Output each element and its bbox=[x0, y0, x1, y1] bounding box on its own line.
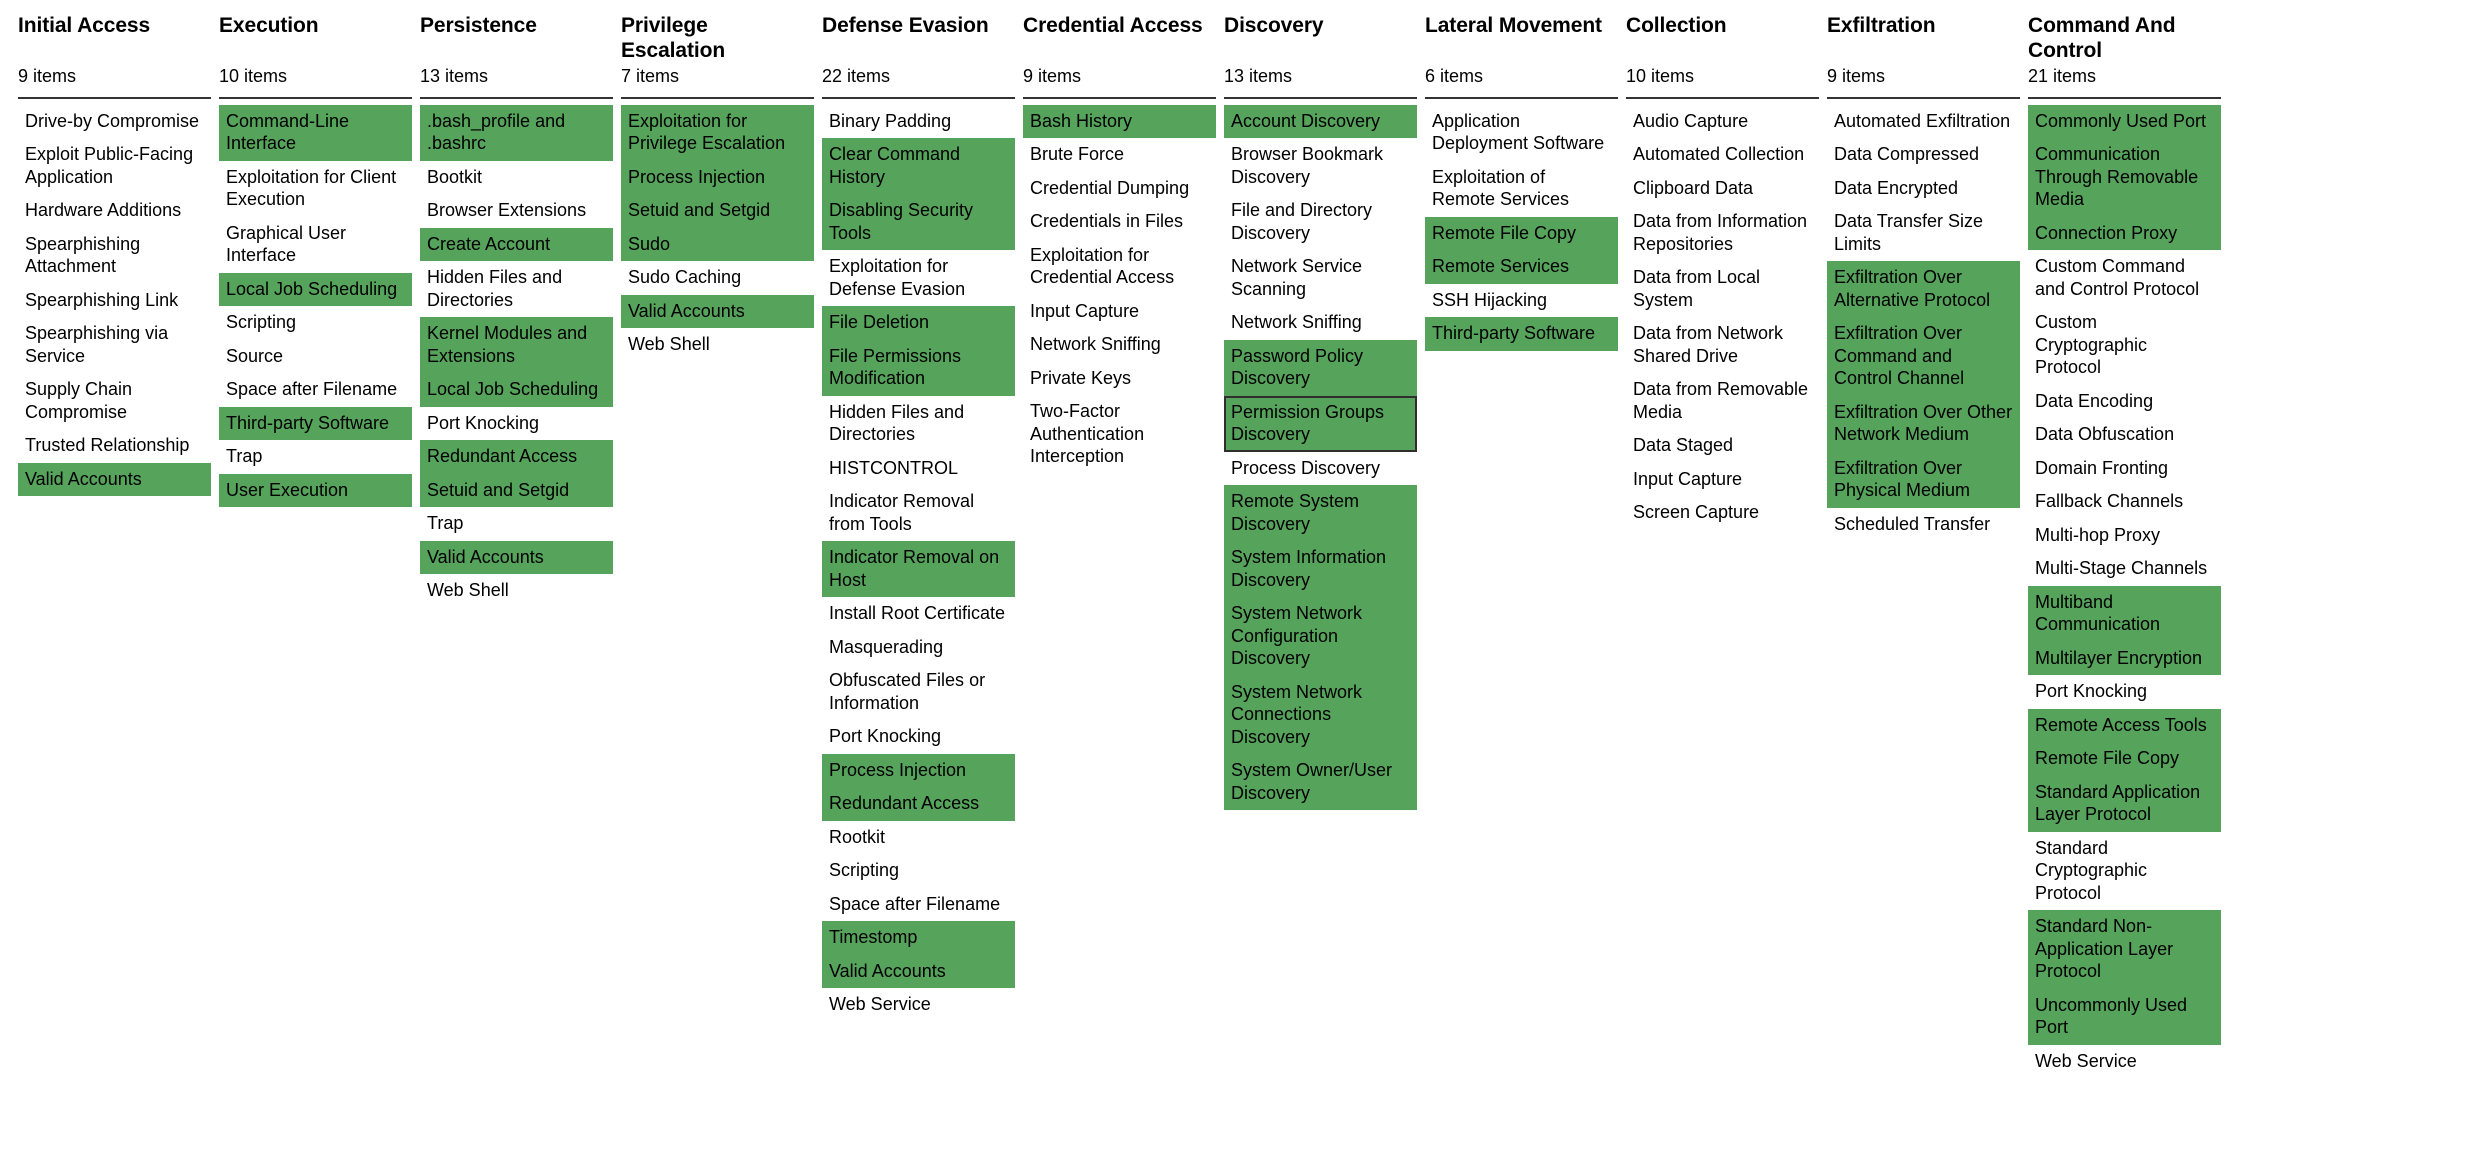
technique-cell[interactable]: Setuid and Setgid bbox=[621, 194, 814, 228]
technique-cell[interactable]: Remote Access Tools bbox=[2028, 709, 2221, 743]
technique-cell[interactable]: Bash History bbox=[1023, 105, 1216, 139]
technique-cell[interactable]: Exploitation for Client Execution bbox=[226, 166, 397, 210]
technique-cell[interactable]: Trusted Relationship bbox=[25, 435, 190, 456]
technique-cell[interactable]: Masquerading bbox=[829, 636, 944, 657]
technique-cell[interactable]: Exfiltration Over Other Network Medium bbox=[1827, 396, 2020, 452]
technique-cell[interactable]: Permission Groups Discovery bbox=[1224, 396, 1417, 452]
technique-cell[interactable]: Exploitation for Defense Evasion bbox=[829, 256, 966, 299]
column-divider bbox=[219, 97, 412, 99]
technique-cell[interactable]: Local Job Scheduling bbox=[219, 273, 412, 307]
technique-cell[interactable]: Private Keys bbox=[1030, 367, 1132, 388]
technique-cell[interactable]: Third-party Software bbox=[1425, 317, 1618, 351]
technique-cell[interactable]: Data from Network Shared Drive bbox=[1633, 323, 1784, 366]
technique-cell[interactable]: Bootkit bbox=[427, 166, 483, 187]
column-divider bbox=[621, 97, 814, 99]
technique-cell[interactable]: Data Staged bbox=[1633, 435, 1734, 456]
technique-cell[interactable]: Scheduled Transfer bbox=[1834, 513, 1991, 534]
technique-cell[interactable]: Automated Exfiltration bbox=[1834, 110, 2011, 131]
tactic-column bbox=[1827, 14, 2028, 541]
column-divider bbox=[1626, 97, 1819, 99]
tactic-header[interactable]: Exfiltration bbox=[1827, 14, 1936, 37]
tactic-header[interactable]: Persistence bbox=[420, 14, 537, 37]
technique-cell[interactable]: Web Service bbox=[829, 994, 931, 1015]
technique-cell[interactable]: Process Discovery bbox=[1231, 457, 1381, 478]
technique-cell[interactable]: Multi-Stage Channels bbox=[2035, 558, 2208, 579]
technique-cell[interactable]: Credential Dumping bbox=[1030, 177, 1190, 198]
technique-cell[interactable]: Create Account bbox=[420, 228, 613, 262]
tactic-column bbox=[1425, 14, 1626, 351]
technique-cell[interactable]: Browser Bookmark Discovery bbox=[1231, 144, 1384, 187]
technique-cell[interactable]: Command-Line Interface bbox=[219, 105, 412, 161]
technique-cell[interactable]: Hidden Files and Directories bbox=[829, 401, 965, 445]
technique-cell[interactable]: Indicator Removal from Tools bbox=[829, 491, 975, 534]
technique-cell[interactable]: Browser Extensions bbox=[427, 200, 587, 221]
technique-cell[interactable]: Scripting bbox=[226, 312, 297, 333]
technique-list bbox=[2028, 105, 2221, 1079]
tactic-column bbox=[18, 14, 219, 496]
technique-list bbox=[621, 105, 814, 362]
technique-cell[interactable]: Custom Command and Control Protocol bbox=[2035, 256, 2200, 299]
technique-cell[interactable]: Application Deployment Software bbox=[1432, 110, 1605, 154]
technique-cell[interactable]: Web Shell bbox=[628, 334, 710, 355]
tactic-column bbox=[420, 14, 621, 608]
technique-cell[interactable]: File and Directory Discovery bbox=[1231, 200, 1373, 243]
column-divider bbox=[420, 97, 613, 99]
technique-cell[interactable]: Redundant Access bbox=[420, 440, 613, 474]
technique-cell[interactable]: Exploit Public-Facing Application bbox=[25, 144, 194, 187]
technique-list bbox=[1626, 105, 1819, 530]
column-divider bbox=[18, 97, 211, 99]
technique-cell[interactable]: Standard Cryptographic Protocol bbox=[2035, 837, 2148, 903]
technique-cell[interactable]: Third-party Software bbox=[219, 407, 412, 441]
technique-cell[interactable]: Rootkit bbox=[829, 826, 886, 847]
technique-cell[interactable]: Binary Padding bbox=[829, 110, 952, 131]
technique-cell[interactable]: Fallback Channels bbox=[2035, 491, 2184, 512]
technique-cell[interactable]: Trap bbox=[427, 513, 464, 534]
tactic-header[interactable]: Execution bbox=[219, 14, 319, 37]
technique-cell[interactable]: Remote Services bbox=[1425, 250, 1618, 284]
tactic-item-count: 13 items bbox=[1224, 66, 1293, 86]
technique-cell[interactable]: Domain Fronting bbox=[2035, 457, 2169, 478]
technique-cell[interactable]: Trap bbox=[226, 446, 263, 467]
technique-cell[interactable]: Port Knocking bbox=[2035, 681, 2148, 702]
technique-cell[interactable]: File Deletion bbox=[822, 306, 1015, 340]
technique-cell[interactable]: Supply Chain Compromise bbox=[25, 379, 133, 422]
technique-cell[interactable]: System Network Configuration Discovery bbox=[1224, 597, 1417, 676]
technique-cell[interactable]: Remote File Copy bbox=[2028, 742, 2221, 776]
technique-cell[interactable]: Remote File Copy bbox=[1425, 217, 1618, 251]
technique-list bbox=[1425, 105, 1618, 351]
technique-cell[interactable]: Space after Filename bbox=[829, 893, 1001, 914]
technique-cell[interactable]: Standard Application Layer Protocol bbox=[2028, 776, 2221, 832]
column-divider bbox=[1224, 97, 1417, 99]
technique-cell[interactable]: Port Knocking bbox=[427, 412, 540, 433]
technique-cell[interactable]: Password Policy Discovery bbox=[1224, 340, 1417, 396]
technique-cell[interactable]: Data from Information Repositories bbox=[1633, 211, 1808, 254]
tactic-item-count: 9 items bbox=[1023, 66, 1082, 86]
technique-cell[interactable]: Data from Local System bbox=[1633, 267, 1761, 310]
technique-cell[interactable]: System Information Discovery bbox=[1224, 541, 1417, 597]
technique-cell[interactable]: Redundant Access bbox=[822, 787, 1015, 821]
tactic-item-count: 10 items bbox=[1626, 66, 1695, 86]
technique-list bbox=[822, 105, 1015, 1022]
tactic-header[interactable]: Collection bbox=[1626, 14, 1727, 37]
tactic-column bbox=[1224, 14, 1425, 810]
tactic-item-count: 13 items bbox=[420, 66, 489, 86]
technique-cell[interactable]: Spearphishing Link bbox=[25, 289, 179, 310]
tactic-item-count: 9 items bbox=[18, 66, 77, 86]
technique-cell[interactable]: Standard Non-Application Layer Protocol bbox=[2028, 910, 2221, 989]
technique-cell[interactable]: Exfiltration Over Command and Control Channel bbox=[1827, 317, 2020, 396]
technique-cell[interactable]: Sudo bbox=[621, 228, 814, 262]
technique-cell[interactable]: Valid Accounts bbox=[18, 463, 211, 497]
technique-cell[interactable]: Exfiltration Over Alternative Protocol bbox=[1827, 261, 2020, 317]
technique-cell[interactable]: Account Discovery bbox=[1224, 105, 1417, 139]
technique-cell[interactable]: Indicator Removal on Host bbox=[822, 541, 1015, 597]
column-divider bbox=[822, 97, 1015, 99]
technique-cell[interactable]: Clear Command History bbox=[822, 138, 1015, 194]
technique-cell[interactable]: File Permissions Modification bbox=[822, 340, 1015, 396]
technique-cell[interactable]: Multiband Communication bbox=[2028, 586, 2221, 642]
technique-cell[interactable]: Data Encrypted bbox=[1834, 177, 1959, 198]
technique-cell[interactable]: Data Encoding bbox=[2035, 390, 2154, 411]
technique-cell[interactable]: Automated Collection bbox=[1633, 144, 1805, 165]
technique-cell[interactable]: Input Capture bbox=[1030, 300, 1140, 321]
technique-cell[interactable]: Scripting bbox=[829, 860, 900, 881]
technique-cell[interactable]: Port Knocking bbox=[829, 726, 942, 747]
technique-cell[interactable]: Process Injection bbox=[621, 161, 814, 195]
technique-cell[interactable]: Uncommonly Used Port bbox=[2028, 989, 2221, 1045]
technique-cell[interactable]: Data from Removable Media bbox=[1633, 379, 1809, 422]
technique-cell[interactable]: Valid Accounts bbox=[822, 955, 1015, 989]
technique-cell[interactable]: Process Injection bbox=[822, 754, 1015, 788]
tactic-item-count: 21 items bbox=[2028, 66, 2097, 86]
technique-cell[interactable]: Custom Cryptographic Protocol bbox=[2035, 312, 2148, 378]
technique-cell[interactable]: Data Compressed bbox=[1834, 144, 1980, 165]
technique-cell[interactable]: Network Sniffing bbox=[1030, 334, 1161, 355]
technique-cell[interactable]: .bash_profile and .bashrc bbox=[420, 105, 613, 161]
technique-cell[interactable]: Kernel Modules and Extensions bbox=[420, 317, 613, 373]
tactic-column bbox=[1023, 14, 1224, 474]
technique-cell[interactable]: Valid Accounts bbox=[621, 295, 814, 329]
technique-cell[interactable]: Two-Factor Authentication Interception bbox=[1030, 401, 1145, 467]
technique-cell[interactable]: Multilayer Encryption bbox=[2028, 642, 2221, 676]
technique-list bbox=[1827, 105, 2020, 542]
column-divider bbox=[2028, 97, 2221, 99]
technique-cell[interactable]: Clipboard Data bbox=[1633, 177, 1754, 198]
tactic-header[interactable]: Discovery bbox=[1224, 14, 1324, 37]
technique-cell[interactable]: Multi-hop Proxy bbox=[2035, 524, 2161, 545]
technique-cell[interactable]: Exfiltration Over Physical Medium bbox=[1827, 452, 2020, 508]
technique-cell[interactable]: Data Obfuscation bbox=[2035, 424, 2175, 445]
tactic-column bbox=[219, 14, 420, 507]
tactic-header[interactable]: Privilege Escalation bbox=[621, 14, 726, 62]
tactic-column bbox=[1626, 14, 1827, 530]
tactic-header[interactable]: Defense Evasion bbox=[822, 14, 989, 37]
technique-list bbox=[219, 105, 412, 508]
technique-cell[interactable]: Space after Filename bbox=[226, 379, 398, 400]
tactic-header[interactable]: Initial Access bbox=[18, 14, 151, 37]
technique-cell[interactable]: Communication Through Removable Media bbox=[2028, 138, 2221, 217]
technique-cell[interactable]: Exploitation of Remote Services bbox=[1432, 166, 1570, 210]
technique-cell[interactable]: Commonly Used Port bbox=[2028, 105, 2221, 139]
tactic-column bbox=[2028, 14, 2229, 1078]
technique-cell[interactable]: Remote System Discovery bbox=[1224, 485, 1417, 541]
technique-cell[interactable]: Exploitation for Credential Access bbox=[1030, 244, 1175, 288]
technique-cell[interactable]: Web Shell bbox=[427, 580, 509, 601]
column-divider bbox=[1425, 97, 1618, 99]
technique-cell[interactable]: Exploitation for Privilege Escalation bbox=[621, 105, 814, 161]
tactic-item-count: 9 items bbox=[1827, 66, 1886, 86]
technique-cell[interactable]: Network Sniffing bbox=[1231, 312, 1362, 333]
technique-cell[interactable]: Disabling Security Tools bbox=[822, 194, 1015, 250]
technique-cell[interactable]: Connection Proxy bbox=[2028, 217, 2221, 251]
technique-cell[interactable]: Audio Capture bbox=[1633, 110, 1749, 131]
technique-cell[interactable]: Valid Accounts bbox=[420, 541, 613, 575]
technique-cell[interactable]: Local Job Scheduling bbox=[420, 373, 613, 407]
technique-cell[interactable]: Sudo Caching bbox=[628, 267, 742, 288]
technique-cell[interactable]: Source bbox=[226, 345, 284, 366]
technique-list bbox=[1224, 105, 1417, 811]
technique-cell[interactable]: Hidden Files and Directories bbox=[427, 267, 563, 310]
technique-list bbox=[18, 105, 211, 497]
technique-cell[interactable]: Screen Capture bbox=[1633, 502, 1760, 523]
tactic-header[interactable]: Credential Access bbox=[1023, 14, 1203, 37]
tactic-item-count: 7 items bbox=[621, 66, 680, 86]
tactic-header[interactable]: Lateral Movement bbox=[1425, 14, 1602, 37]
technique-cell[interactable]: Brute Force bbox=[1030, 144, 1125, 165]
technique-cell[interactable]: Credentials in Files bbox=[1030, 211, 1184, 232]
column-divider bbox=[1827, 97, 2020, 99]
technique-cell[interactable]: User Execution bbox=[219, 474, 412, 508]
technique-cell[interactable]: Data Transfer Size Limits bbox=[1834, 211, 1984, 254]
technique-cell[interactable]: Setuid and Setgid bbox=[420, 474, 613, 508]
technique-cell[interactable]: Hardware Additions bbox=[25, 200, 182, 221]
technique-cell[interactable]: Install Root Certificate bbox=[829, 603, 1006, 624]
technique-cell[interactable]: Drive-by Compromise bbox=[25, 110, 200, 131]
technique-cell[interactable]: System Network Connections Discovery bbox=[1224, 676, 1417, 755]
technique-cell[interactable]: HISTCONTROL bbox=[829, 457, 959, 478]
technique-cell[interactable]: Timestomp bbox=[822, 921, 1015, 955]
tactic-item-count: 22 items bbox=[822, 66, 891, 86]
technique-list bbox=[1023, 105, 1216, 474]
technique-cell[interactable]: Network Service Scanning bbox=[1231, 256, 1363, 299]
tactic-item-count: 10 items bbox=[219, 66, 288, 86]
technique-cell[interactable]: Spearphishing via Service bbox=[25, 323, 169, 366]
technique-cell[interactable]: Input Capture bbox=[1633, 468, 1743, 489]
matrix-columns bbox=[0, 14, 2484, 1078]
technique-cell[interactable]: Spearphishing Attachment bbox=[25, 233, 141, 277]
tactic-column bbox=[822, 14, 1023, 1022]
technique-cell[interactable]: SSH Hijacking bbox=[1432, 289, 1548, 310]
technique-cell[interactable]: System Owner/User Discovery bbox=[1224, 754, 1417, 810]
technique-list bbox=[420, 105, 613, 608]
technique-cell[interactable]: Graphical User Interface bbox=[226, 222, 347, 266]
technique-cell[interactable]: Web Service bbox=[2035, 1050, 2137, 1071]
tactic-header[interactable]: Command And Control bbox=[2028, 14, 2176, 62]
technique-cell[interactable]: Obfuscated Files or Information bbox=[829, 670, 986, 713]
tactic-item-count: 6 items bbox=[1425, 66, 1484, 86]
column-divider bbox=[1023, 97, 1216, 99]
tactic-column bbox=[621, 14, 822, 362]
